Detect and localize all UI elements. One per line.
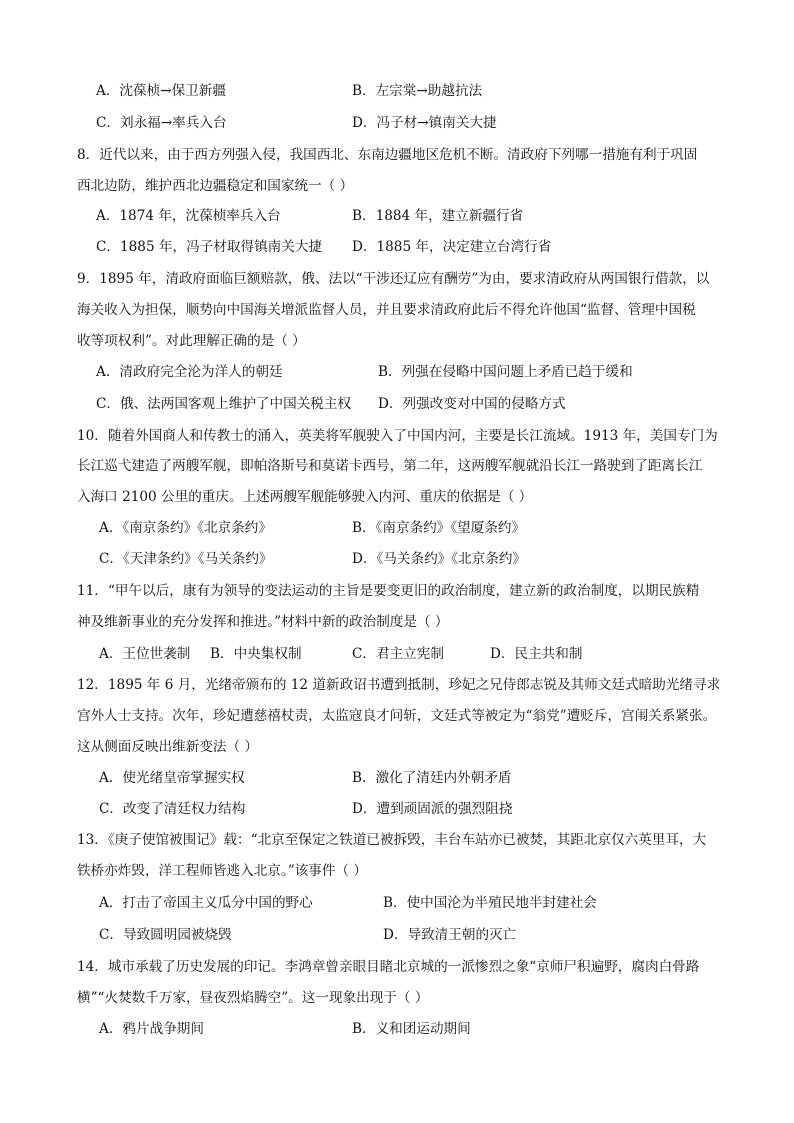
q12-stem-line-3: 这从侧面反映出维新变法（ ） bbox=[77, 739, 259, 755]
q13-option-d: D．导致清王朝的灭亡 bbox=[383, 927, 517, 943]
q11-option-d: D．民主共和制 bbox=[490, 646, 583, 662]
q8-option-a: A．1874 年，沈葆桢率兵入台 bbox=[96, 208, 281, 224]
q14-option-a: A．鸦片战争期间 bbox=[99, 1021, 204, 1037]
q10-option-b: B．《南京条约》《望厦条约》 bbox=[352, 520, 526, 536]
q10-option-d: D．《马关条约》《北京条约》 bbox=[352, 551, 527, 567]
q12-stem-line-2: 宫外人士支持。次年，珍妃遭慈禧杖责，太监寇良才问斩，文廷式等被定为“翁党”遭贬斥，宫闱关系紧张。 bbox=[77, 708, 717, 724]
q10-stem-line-3: 入海口 2100 公里的重庆。上述两艘军舰能够驶入内河、重庆的依据是（ ） bbox=[77, 489, 533, 505]
q14-stem-line-2: 横”“火焚数千万家，昼夜烈焰腾空”。这一现象出现于（ ） bbox=[77, 990, 429, 1006]
q9-stem-line-3: 收等项权利”。对此理解正确的是（ ） bbox=[77, 333, 306, 349]
q14-stem-line-1: 14．城市承载了历史发展的印记。李鸿章曾亲眼目睹北京城的一派惨烈之象“京师尸积遍野，腐肉白骨路 bbox=[77, 959, 700, 975]
q10-stem-line-2: 长江巡弋建造了两艘军舰，即帕洛斯号和莫诺卡西号，第二年，这两艘军舰就沿长江一路驶到了距离长江 bbox=[77, 458, 703, 474]
q12-option-d: D．遭到顽固派的强烈阻挠 bbox=[352, 801, 513, 817]
q9-option-c: C．俄、法两国客观上维护了中国关税主权 bbox=[96, 396, 352, 412]
q9-stem-line-1: 9．1895 年，清政府面临巨额赔款，俄、法以“干涉还辽应有酬劳”为由，要求清政府从两国银行借款，以 bbox=[77, 271, 710, 287]
q11-option-c: C．君主立宪制 bbox=[352, 646, 444, 662]
q11-option-b: B．中央集权制 bbox=[210, 646, 302, 662]
q12-option-a: A．使光绪皇帝掌握实权 bbox=[99, 770, 245, 786]
q14-option-b: B．义和团运动期间 bbox=[352, 1021, 471, 1037]
q8-option-d: D．1885 年，决定建立台湾行省 bbox=[352, 239, 552, 255]
q12-option-b: B．激化了清廷内外朝矛盾 bbox=[352, 770, 512, 786]
q10-option-a: A．《南京条约》《北京条约》 bbox=[99, 520, 272, 536]
q9-stem-line-2: 海关收入为担保，顺势向中国海关增派监督人员，并且要求清政府此后不得允许他国“监督、管理中国税 bbox=[77, 302, 696, 318]
q12-option-c: C．改变了清廷权力结构 bbox=[99, 801, 246, 817]
q7-option-b: B．左宗棠→助越抗法 bbox=[352, 83, 483, 99]
q9-option-a: A．清政府完全沦为洋人的朝廷 bbox=[96, 364, 283, 380]
q13-stem-line-1: 13．《庚子使馆被围记》载：“北京至保定之铁道已被拆毁，丰台车站亦已被焚，其距北京仅六英里耳，大 bbox=[77, 832, 707, 848]
q9-option-b: B．列强在侵略中国问题上矛盾已趋于缓和 bbox=[378, 364, 633, 380]
q8-option-b: B．1884 年，建立新疆行省 bbox=[352, 208, 524, 224]
q10-stem-line-1: 10．随着外国商人和传教士的涌入，英美将军舰驶入了中国内河，主要是长江流域。1913 年，美国专门为 bbox=[77, 428, 718, 444]
q8-option-c: C．1885 年，冯子材取得镇南关大捷 bbox=[96, 239, 323, 255]
q9-option-d: D．列强改变对中国的侵略方式 bbox=[378, 396, 566, 412]
q7-option-a: A．沈葆桢→保卫新疆 bbox=[96, 83, 226, 99]
q12-stem-line-1: 12．1895 年 6 月，光绪帝颁布的 12 道新政诏书遭到抵制，珍妃之兄侍郎志锐及其师文廷式暗助光绪寻求 bbox=[77, 677, 721, 693]
q13-option-a: A．打击了帝国主义瓜分中国的野心 bbox=[99, 895, 313, 911]
q11-stem-line-2: 神及维新事业的充分发挥和推进。”材料中新的政治制度是（ ） bbox=[77, 614, 449, 630]
q13-stem-line-2: 铁桥亦炸毁，洋工程师皆逃入北京。”该事件（ ） bbox=[77, 863, 367, 879]
q8-stem-line-1: 8．近代以来，由于西方列强入侵，我国西北、东南边疆地区危机不断。清政府下列哪一措施有利于巩固 bbox=[77, 147, 698, 163]
q7-option-c: C．刘永福→率兵入台 bbox=[96, 115, 227, 131]
q8-stem-line-2: 西北边防，维护西北边疆稳定和国家统一（ ） bbox=[77, 178, 354, 194]
q13-option-c: C．导致圆明园被烧毁 bbox=[99, 927, 232, 943]
q11-option-a: A．王位世袭制 bbox=[99, 646, 191, 662]
q13-option-b: B．使中国沦为半殖民地半封建社会 bbox=[383, 895, 597, 911]
q7-option-d: D．冯子材→镇南关大捷 bbox=[352, 115, 497, 131]
q10-option-c: C．《天津条约》《马关条约》 bbox=[99, 551, 273, 567]
q11-stem-line-1: 11．“甲午以后，康有为领导的变法运动的主旨是要变更旧的政治制度，建立新的政治制度，以期民族精 bbox=[77, 583, 700, 599]
